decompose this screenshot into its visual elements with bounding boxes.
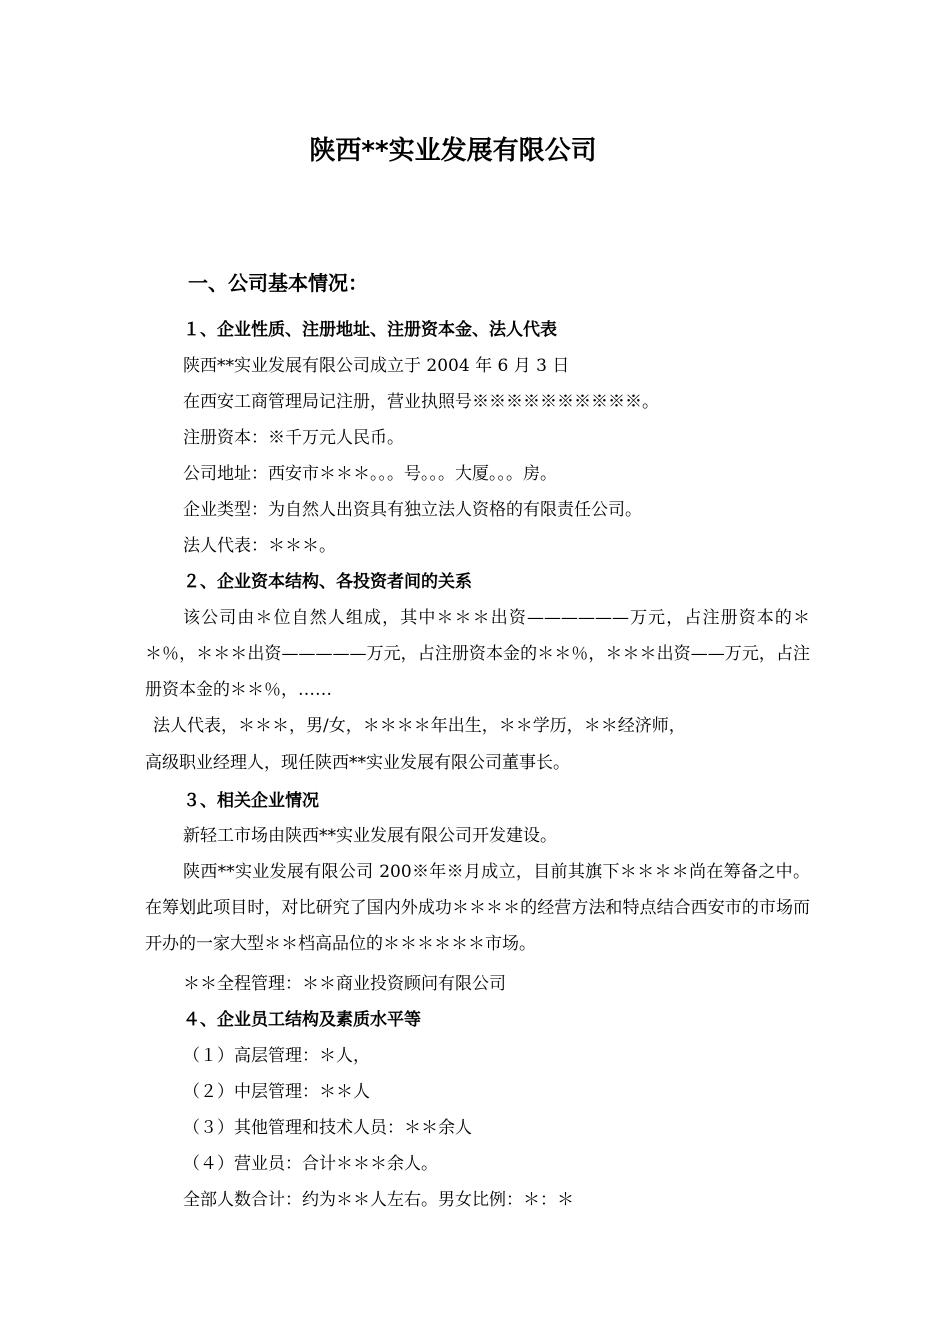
text-line: 全部人数合计：约为＊＊人左右。男女比例：＊：＊ — [183, 1190, 574, 1210]
text-paragraph: 该公司由＊位自然人组成，其中＊＊＊出资——————万元，占注册资本的＊＊％，＊＊＊出资—————万元，占注册资本金的＊＊％，＊＊＊出资——万元，占注册资本金的＊＊％，…… — [145, 608, 810, 700]
text-line: 企业类型：为自然人出资具有独立法人资格的有限责任公司。 — [183, 500, 642, 520]
subsection-heading-3: ３、相关企业情况 — [183, 791, 319, 811]
text-line: 注册资本：※千万元人民币。 — [183, 428, 404, 448]
text-line: ＊＊全程管理：＊＊商业投资顾问有限公司 — [183, 974, 506, 994]
text-line: 高级职业经理人，现任陕西**实业发展有限公司董事长。 — [145, 753, 570, 773]
subsection-heading-4: ４、企业员工结构及素质水平等 — [183, 1010, 421, 1030]
text-line: 陕西**实业发展有限公司成立于 2004 年 6 月 3 日 — [183, 356, 570, 376]
text-line: 在西安工商管理局记注册，营业执照号※※※※※※※※※※。 — [183, 392, 659, 412]
text-line: 公司地址：西安市＊＊＊。。。号。。。大厦。。。房。 — [183, 464, 557, 484]
text-line: 新轻工市场由陕西**实业发展有限公司开发建设。 — [183, 826, 557, 846]
text-line: 法人代表：＊＊＊。 — [183, 536, 336, 556]
text-paragraph: 陕西**实业发展有限公司 200※年※月成立，目前其旗下＊＊＊＊尚在筹备之中。在筹划此项目时，对比研究了国内外成功＊＊＊＊的经营方法和特点结合西安市的市场而开办的一家大型＊＊档高品位的＊＊＊＊＊＊市场。 — [145, 862, 810, 954]
list-item: （４）营业员：合计＊＊＊余人。 — [183, 1154, 438, 1174]
text-line: 法人代表，＊＊＊，男/女，＊＊＊＊年出生，＊＊学历，＊＊经济师， — [153, 716, 686, 736]
list-item: （２）中层管理：＊＊人 — [183, 1082, 370, 1102]
list-item: （１）高层管理：＊人， — [183, 1046, 370, 1066]
section-heading-basic-info: 一、公司基本情况： — [188, 271, 368, 295]
document-title: 陕西**实业发展有限公司 — [309, 136, 597, 166]
subsection-heading-2: ２、企业资本结构、各投资者间的关系 — [183, 572, 472, 592]
subsection-heading-1: １、企业性质、注册地址、注册资本金、法人代表 — [183, 320, 557, 340]
list-item: （３）其他管理和技术人员：＊＊余人 — [183, 1118, 472, 1138]
